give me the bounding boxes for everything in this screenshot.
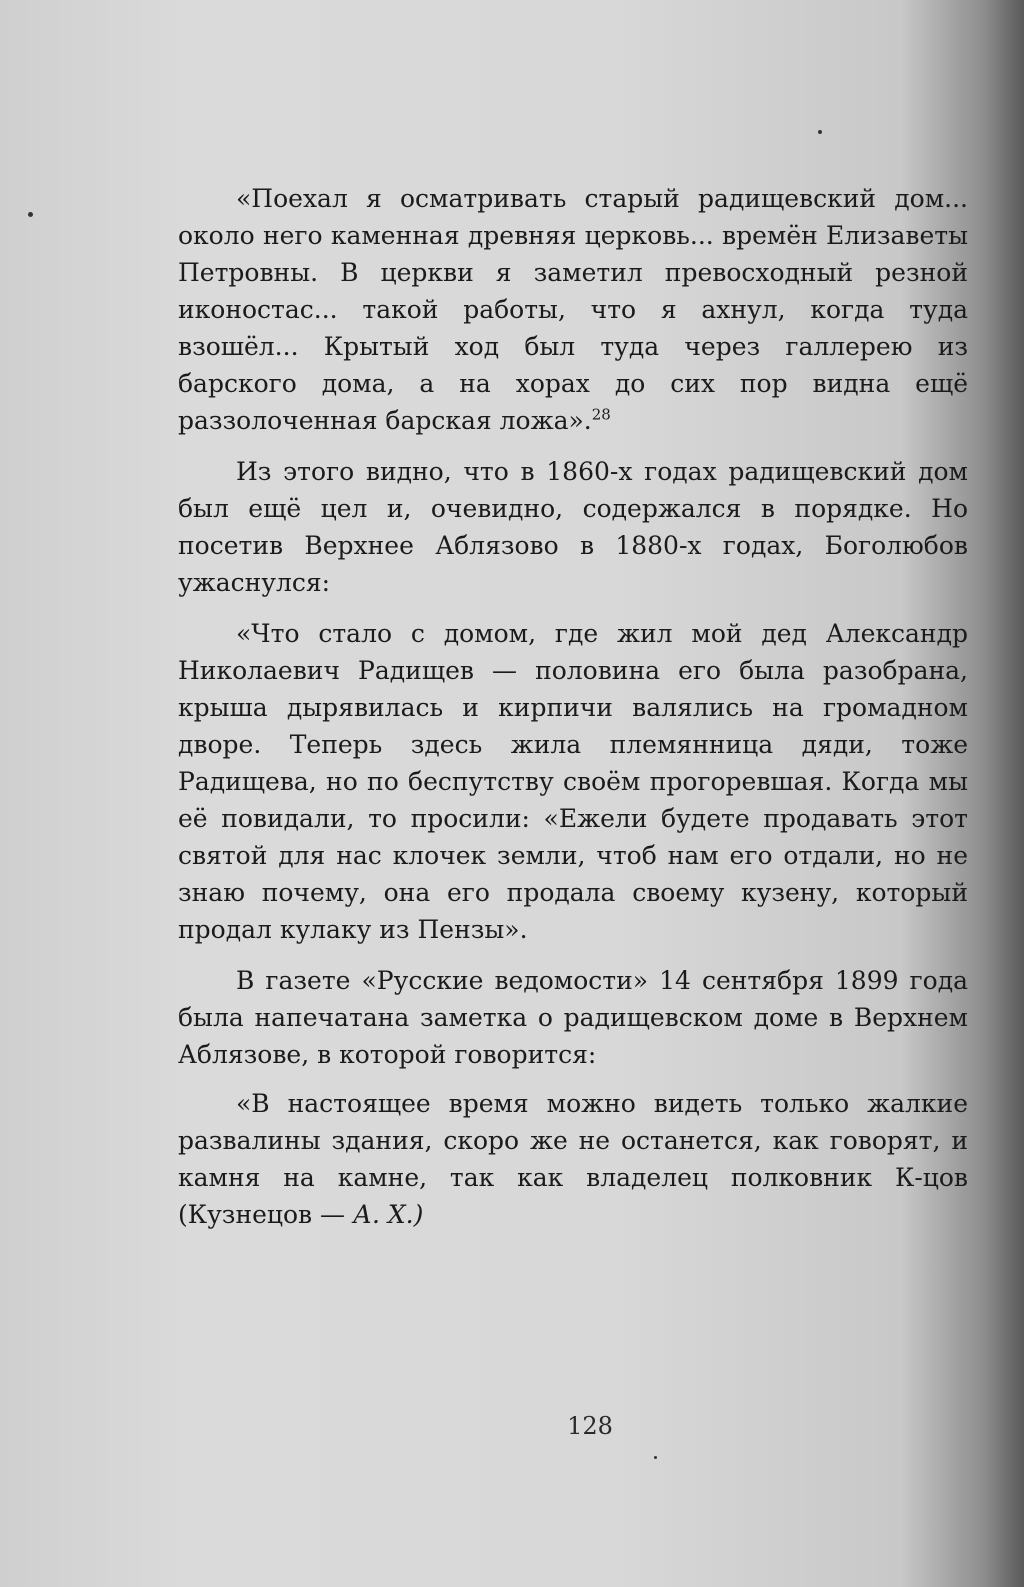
body-text [178, 180, 968, 1247]
paragraph-text: В газете «Русские ведомости» 14 сентября 1899 года была напечатана заметка о радищевском доме в Верхнем Аблязове, в которой говорится: [178, 966, 968, 1069]
dust-speck [28, 212, 33, 217]
page-number: 128 [567, 1412, 613, 1440]
paragraph-4 [178, 962, 968, 1073]
footnote-marker: 28 [591, 405, 611, 424]
paragraph-quote-2 [178, 615, 968, 948]
paragraph-quote-1 [178, 180, 968, 439]
paragraph-2 [178, 453, 968, 601]
dust-speck [654, 1456, 657, 1459]
paragraph-quote-3 [178, 1085, 968, 1233]
paragraph-text: Из этого видно, что в 1860-х годах радищевский дом был ещё цел и, очевидно, содержался в порядке. Но посетив Верхнее Аблязово в 1880-х годах, Боголюбов ужаснулся: [178, 457, 968, 597]
dust-speck [818, 130, 822, 134]
paragraph-text: «Что стало с домом, где жил мой дед Александр Николаевич Радищев — половина его была разобрана, крыша дырявилась и кирпичи валялись на громадном дворе. Теперь здесь жила племянница дяди, тоже Радищева, но по беспутству своём прогоревшая. Когда мы её повидали, то просили: «Ежели будете продавать этот святой для нас клочек земли, чтоб нам его отдали, но не знаю почему, она его продала своему кузену, который продал кулаку из Пензы». [178, 619, 968, 944]
paragraph-text: «Поехал я осматривать старый радищевский дом... около него каменная древняя церковь... времён Елизаветы Петровны. В церкви я заметил превосходный резной иконостас... такой работы, что я ахнул, когда туда взошёл... Крытый ход был туда через галлерею из барского дома, а на хорах до сих пор видна ещё раззолоченная барская ложа». [178, 184, 968, 435]
paragraph-text: «В настоящее время можно видеть только жалкие развалины здания, скоро же не останется, как говорят, и камня на камне, так как владелец полковник К-цов (Кузнецов — [178, 1089, 968, 1229]
author-initials: А. Х.) [353, 1200, 424, 1229]
